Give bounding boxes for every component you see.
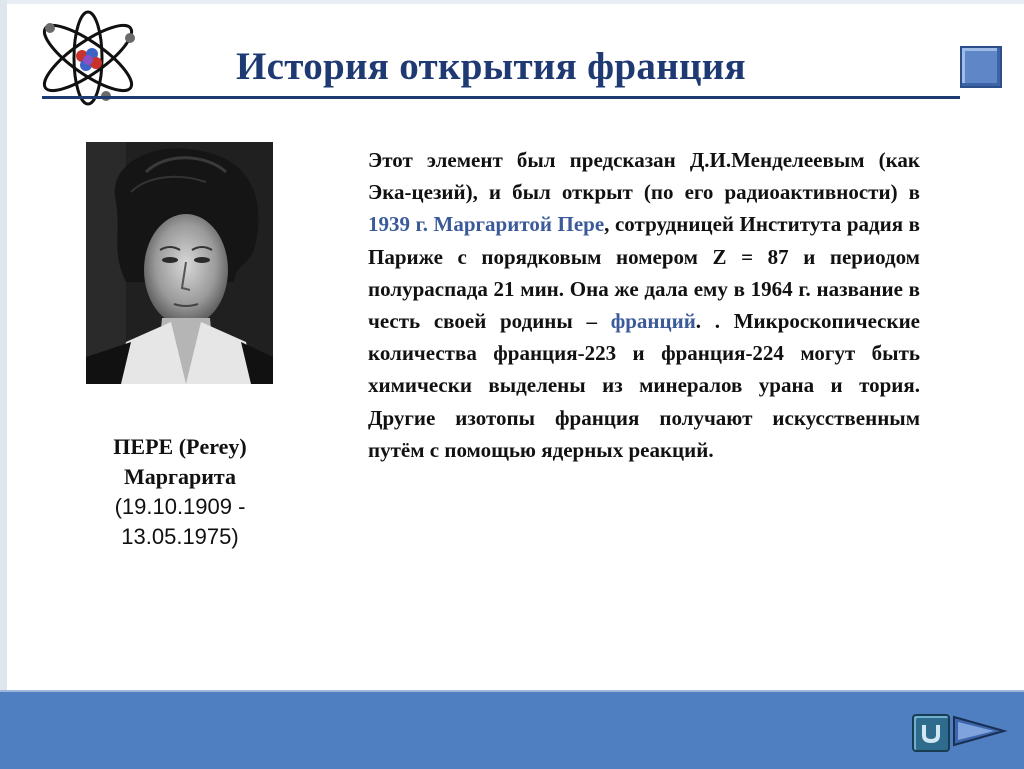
body-part-2: , сотрудницей Института радия в Париже с порядковым номером Z = 87 и периодом полураспада 21 мин. Она же дала ему в 1964 г. название в честь своей родины –: [368, 212, 920, 334]
portrait-photo: [86, 142, 273, 384]
body-part-3: . . Микроскопические количества франция-223 и франция-224 могут быть химически выделены из минералов урана и тория. Другие изотопы франция получают искусственным путём с помощью ядерных реакций.: [368, 309, 920, 462]
square-button-icon[interactable]: [960, 46, 1002, 88]
caption-given-name: Маргарита: [124, 464, 236, 489]
caption-name: ПЕРЕ (Perey): [113, 434, 247, 459]
top-border: [0, 0, 1024, 4]
caption-dates-2: 13.05.1975): [121, 524, 239, 549]
body-part-1: Этот элемент был предсказан Д.И.Менделеевым (как Эка-цезий), и был открыт (по его радиоактивности) в: [368, 148, 920, 205]
slide-title: История открытия франция: [236, 45, 746, 88]
title-underline: [42, 96, 960, 99]
u-turn-glyph: [919, 721, 943, 745]
bottom-bar: [0, 690, 1024, 769]
right-arrow-icon[interactable]: [950, 711, 1010, 751]
body-paragraph: [368, 144, 920, 466]
body-discovery-year: 1939 г. Маргаритой Пере: [368, 212, 605, 237]
body-element-name: франций: [610, 309, 696, 334]
portrait-caption: [80, 432, 280, 552]
left-border: [0, 0, 7, 690]
atom-icon: [28, 8, 148, 108]
u-turn-icon[interactable]: [912, 714, 950, 752]
portrait-illustration: [86, 142, 273, 384]
caption-dates-1: (19.10.1909 -: [114, 494, 246, 519]
